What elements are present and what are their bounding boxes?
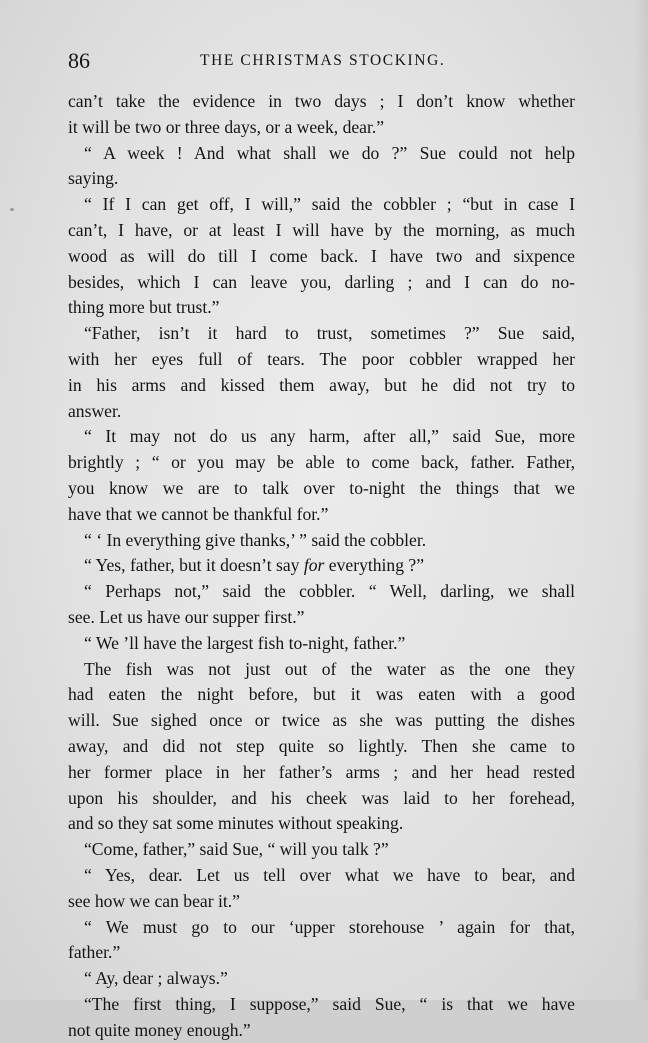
paper-speck: [10, 208, 14, 211]
text-line: besides, which I can leave you, darling ; and I can do no-: [68, 271, 575, 292]
text-line: in his arms and kissed them away, but he did not try to: [68, 374, 575, 395]
text-line: saying.: [68, 168, 119, 189]
text-line: her former place in her father’s arms ; and her head rested: [68, 761, 575, 782]
text-line: not quite money enough.”: [68, 1019, 251, 1040]
text-line: “ It may not do us any harm, after all,” said Sue, more: [84, 426, 575, 447]
text-line: answer.: [68, 400, 122, 421]
text-line: “ We must go to our ‘upper storehouse ’ again for that,: [84, 916, 575, 937]
page-edge-shadow: [634, 0, 648, 1000]
text-line: “ A week ! And what shall we do ?” Sue could not help: [84, 142, 575, 163]
text-line: “ Ay, dear ; always.”: [84, 968, 228, 989]
text-line: “ If I can get off, I will,” said the cobbler ; “but in case I: [84, 194, 575, 215]
text-line: “ We ’ll have the largest fish to-night, father.”: [84, 632, 406, 653]
text-line-part: “ Yes, father, but it doesn’t say: [84, 555, 304, 576]
text-line-part: everything ?”: [324, 555, 425, 576]
text-line: wood as will do till I come back. I have two and sixpence: [68, 245, 575, 266]
body-text: [68, 89, 575, 1043]
text-line: father.”: [68, 942, 121, 963]
text-line: will. Sue sighed once or twice as she was putting the dishes: [68, 710, 575, 731]
text-line: it will be two or three days, or a week, dear.”: [68, 116, 385, 137]
text-line: with her eyes full of tears. The poor cobbler wrapped her: [68, 348, 575, 369]
text-line: “The first thing, I suppose,” said Sue, “ is that we have: [84, 993, 575, 1014]
running-head: [68, 46, 580, 76]
text-line: The fish was not just out of the water as the one they: [84, 658, 575, 679]
text-line: “ Perhaps not,” said the cobbler. “ Well, darling, we shall: [84, 581, 575, 602]
text-line: “ ‘ In everything give thanks,’ ” said the cobbler.: [84, 529, 427, 550]
italic-word: for: [303, 555, 325, 576]
text-line: away, and did not step quite so lightly. Then she came to: [68, 735, 575, 756]
text-line: [68, 553, 575, 579]
text-line: upon his shoulder, and his cheek was laid to her forehead,: [68, 787, 575, 808]
text-line: can’t take the evidence in two days ; I don’t know whether: [68, 91, 575, 111]
text-line: “Father, isn’t it hard to trust, sometimes ?” Sue said,: [84, 323, 575, 344]
running-title: THE CHRISTMAS STOCKING.: [200, 52, 446, 69]
page-number: 86: [68, 48, 90, 73]
text-line: brightly ; “ or you may be able to come back, father. Father,: [68, 452, 575, 473]
text-line: see. Let us have our supper first.”: [68, 606, 305, 627]
text-line: thing more but trust.”: [68, 297, 220, 318]
text-line: you know we are to talk over to-night the things that we: [68, 477, 575, 498]
text-line: can’t, I have, or at least I will have by the morning, as much: [68, 219, 575, 240]
text-line: see how we can bear it.”: [68, 890, 240, 911]
text-line: “ Yes, dear. Let us tell over what we have to bear, and: [84, 864, 575, 885]
text-line: had eaten the night before, but it was eaten with a good: [68, 684, 575, 705]
text-line: “Come, father,” said Sue, “ will you talk ?”: [84, 839, 389, 860]
text-line: have that we cannot be thankful for.”: [68, 503, 329, 524]
text-line: and so they sat some minutes without speaking.: [68, 813, 404, 834]
